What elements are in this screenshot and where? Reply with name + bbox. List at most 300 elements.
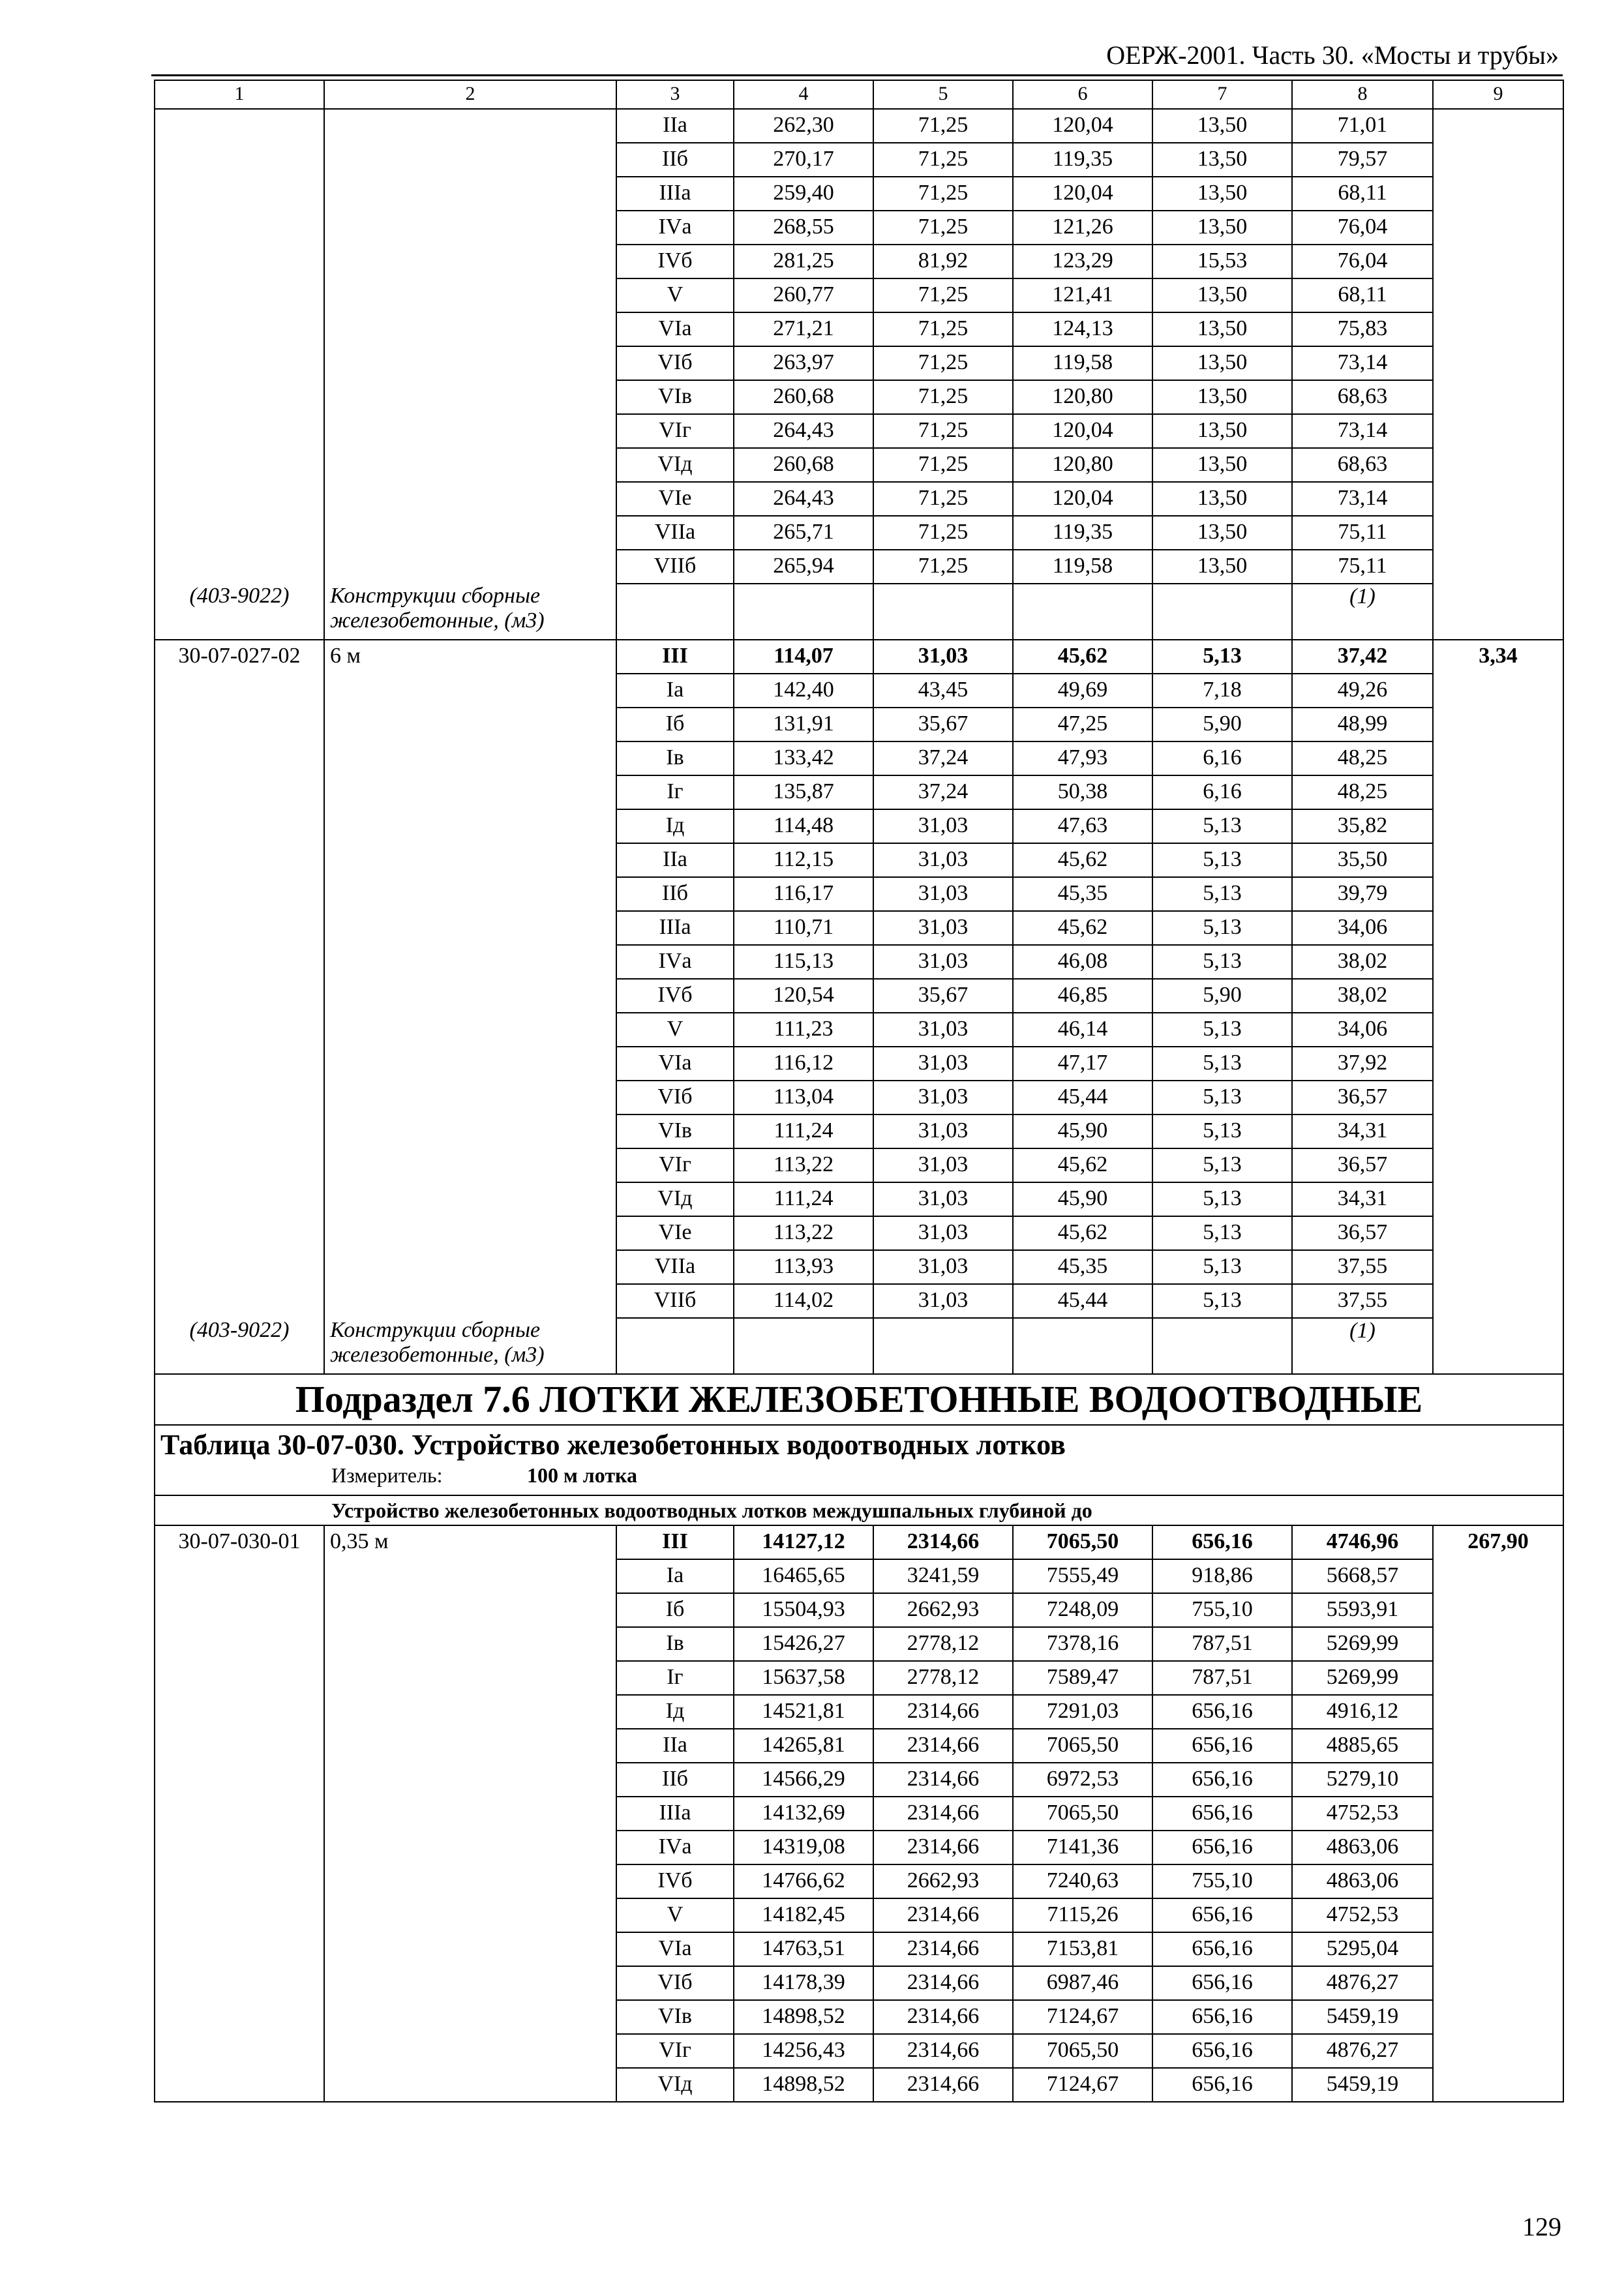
- total-cost-cell: 14182,45: [734, 1898, 873, 1932]
- materials-cell: 75,11: [1292, 550, 1433, 584]
- wages-cell: 2314,66: [873, 1525, 1013, 1559]
- machinists-wages-cell: 755,10: [1152, 1864, 1292, 1898]
- materials-cell: 75,11: [1292, 516, 1433, 550]
- total-cost-cell: 111,24: [734, 1182, 873, 1216]
- total-cost-cell: 264,43: [734, 482, 873, 516]
- wages-cell: 2314,66: [873, 2034, 1013, 2068]
- materials-cell: 34,06: [1292, 1013, 1433, 1047]
- machines-cell: 7240,63: [1013, 1864, 1152, 1898]
- subsection-title: Подраздел 7.6 ЛОТКИ ЖЕЛЕЗОБЕТОННЫЕ ВОДООТВОДНЫЕ: [155, 1374, 1563, 1425]
- resource-quantity: (1): [1292, 584, 1433, 640]
- materials-cell: 68,11: [1292, 177, 1433, 211]
- total-cost-cell: 260,77: [734, 278, 873, 312]
- zone-cell: IIа: [616, 843, 734, 877]
- machines-cell: 45,90: [1013, 1182, 1152, 1216]
- wages-cell: 2314,66: [873, 1831, 1013, 1864]
- zone-cell: III: [616, 640, 734, 674]
- table-title-block: [155, 1425, 1563, 1495]
- wages-cell: 2314,66: [873, 1763, 1013, 1797]
- zone-rate-row: [155, 945, 1563, 979]
- wages-cell: 71,25: [873, 177, 1013, 211]
- machines-cell: 7291,03: [1013, 1695, 1152, 1729]
- wages-cell: 31,03: [873, 877, 1013, 911]
- wages-cell: 2662,93: [873, 1864, 1013, 1898]
- total-cost-cell: 14319,08: [734, 1831, 873, 1864]
- total-cost-cell: 14898,52: [734, 2000, 873, 2034]
- zone-cell: IIа: [616, 109, 734, 143]
- zone-cell: VIд: [616, 2068, 734, 2102]
- machines-cell: 119,58: [1013, 346, 1152, 380]
- materials-cell: 71,01: [1292, 109, 1433, 143]
- zone-cell: Iг: [616, 1661, 734, 1695]
- machinists-wages-cell: 5,13: [1152, 945, 1292, 979]
- machinists-wages-cell: 656,16: [1152, 1525, 1292, 1559]
- wages-cell: 71,25: [873, 448, 1013, 482]
- wages-cell: 71,25: [873, 380, 1013, 414]
- wages-cell: 71,25: [873, 312, 1013, 346]
- machines-cell: 45,62: [1013, 1148, 1152, 1182]
- zone-cell: VIв: [616, 1115, 734, 1148]
- wages-cell: 2314,66: [873, 1966, 1013, 2000]
- zone-rate-row: [155, 1729, 1563, 1763]
- total-cost-cell: 114,02: [734, 1284, 873, 1318]
- zone-cell: IIб: [616, 877, 734, 911]
- total-cost-cell: 135,87: [734, 775, 873, 809]
- zone-rate-row: [155, 312, 1563, 346]
- wages-cell: 71,25: [873, 516, 1013, 550]
- measure-value: 100 м лотка: [527, 1463, 637, 1487]
- total-cost-cell: 116,12: [734, 1047, 873, 1081]
- total-cost-cell: 14766,62: [734, 1864, 873, 1898]
- total-cost-cell: 15637,58: [734, 1661, 873, 1695]
- machinists-wages-cell: 15,53: [1152, 245, 1292, 278]
- zone-rate-row: [155, 1831, 1563, 1864]
- machines-cell: 7124,67: [1013, 2000, 1152, 2034]
- table-title-row: [155, 1425, 1563, 1495]
- materials-cell: 36,57: [1292, 1216, 1433, 1250]
- zone-rate-row: [155, 843, 1563, 877]
- machines-cell: 120,04: [1013, 482, 1152, 516]
- zone-rate-row: [155, 1182, 1563, 1216]
- resource-quantity: (1): [1292, 1318, 1433, 1374]
- machines-cell: 119,58: [1013, 550, 1152, 584]
- machines-cell: 124,13: [1013, 312, 1152, 346]
- total-cost-cell: 281,25: [734, 245, 873, 278]
- total-cost-cell: 14256,43: [734, 2034, 873, 2068]
- zone-rate-row: [155, 708, 1563, 741]
- zone-cell: VIг: [616, 1148, 734, 1182]
- machinists-wages-cell: 5,13: [1152, 1284, 1292, 1318]
- zone-rate-row: [155, 775, 1563, 809]
- zone-cell: Iв: [616, 1627, 734, 1661]
- wages-cell: 71,25: [873, 211, 1013, 245]
- zone-rate-row: [155, 1593, 1563, 1627]
- wages-cell: 31,03: [873, 809, 1013, 843]
- materials-cell: 68,63: [1292, 380, 1433, 414]
- wages-cell: 31,03: [873, 1182, 1013, 1216]
- column-number: 1: [155, 80, 324, 109]
- wages-cell: 71,25: [873, 482, 1013, 516]
- zone-cell: IIб: [616, 143, 734, 177]
- materials-cell: 5668,57: [1292, 1559, 1433, 1593]
- machinists-wages-cell: 755,10: [1152, 1593, 1292, 1627]
- machinists-wages-cell: 6,16: [1152, 741, 1292, 775]
- machinists-wages-cell: 7,18: [1152, 674, 1292, 708]
- total-cost-cell: 14521,81: [734, 1695, 873, 1729]
- total-cost-cell: 142,40: [734, 674, 873, 708]
- machines-cell: 45,62: [1013, 911, 1152, 945]
- zone-cell: III: [616, 1525, 734, 1559]
- zone-rate-row: [155, 1864, 1563, 1898]
- total-cost-cell: 265,94: [734, 550, 873, 584]
- materials-cell: 68,11: [1292, 278, 1433, 312]
- wages-cell: 2314,66: [873, 1898, 1013, 1932]
- materials-cell: 34,31: [1292, 1182, 1433, 1216]
- zone-cell: V: [616, 278, 734, 312]
- machines-cell: 45,62: [1013, 843, 1152, 877]
- materials-cell: 4876,27: [1292, 1966, 1433, 2000]
- machinists-wages-cell: 5,13: [1152, 911, 1292, 945]
- total-cost-cell: 14265,81: [734, 1729, 873, 1763]
- materials-cell: 68,63: [1292, 448, 1433, 482]
- zone-rate-row: [155, 1216, 1563, 1250]
- machines-cell: 45,44: [1013, 1081, 1152, 1115]
- materials-cell: 76,04: [1292, 245, 1433, 278]
- page-number: 129: [1522, 2212, 1561, 2241]
- column-number: 6: [1013, 80, 1152, 109]
- column-number: 4: [734, 80, 873, 109]
- labor-cell: 267,90: [1433, 1525, 1563, 1559]
- wages-cell: 31,03: [873, 640, 1013, 674]
- zone-rate-row: [155, 516, 1563, 550]
- total-cost-cell: 112,15: [734, 843, 873, 877]
- machinists-wages-cell: 13,50: [1152, 177, 1292, 211]
- machinists-wages-cell: 5,13: [1152, 1216, 1292, 1250]
- machines-cell: 45,62: [1013, 1216, 1152, 1250]
- machinists-wages-cell: 13,50: [1152, 380, 1292, 414]
- machinists-wages-cell: 6,16: [1152, 775, 1292, 809]
- zone-cell: VIб: [616, 1966, 734, 2000]
- machinists-wages-cell: 13,50: [1152, 516, 1292, 550]
- materials-cell: 5459,19: [1292, 2000, 1433, 2034]
- zone-cell: VIа: [616, 312, 734, 346]
- zone-cell: IIIа: [616, 177, 734, 211]
- total-cost-cell: 115,13: [734, 945, 873, 979]
- total-cost-cell: 16465,65: [734, 1559, 873, 1593]
- machines-cell: 7065,50: [1013, 1525, 1152, 1559]
- total-cost-cell: 113,04: [734, 1081, 873, 1115]
- wages-cell: 31,03: [873, 1148, 1013, 1182]
- wages-cell: 31,03: [873, 1047, 1013, 1081]
- zone-cell: Iб: [616, 708, 734, 741]
- zone-rate-row: [155, 1661, 1563, 1695]
- zone-cell: VIг: [616, 2034, 734, 2068]
- zone-cell: Iа: [616, 674, 734, 708]
- materials-cell: 48,25: [1292, 775, 1433, 809]
- zone-rate-row: [155, 979, 1563, 1013]
- wages-cell: 2314,66: [873, 1695, 1013, 1729]
- machinists-wages-cell: 787,51: [1152, 1627, 1292, 1661]
- machines-cell: 7141,36: [1013, 1831, 1152, 1864]
- labor-cell: 3,34: [1433, 640, 1563, 674]
- zone-rate-row: [155, 1898, 1563, 1932]
- rate-code: 30-07-030-01: [155, 1525, 324, 1559]
- wages-cell: 37,24: [873, 775, 1013, 809]
- zone-cell: VIб: [616, 1081, 734, 1115]
- main-rate-row: [155, 1525, 1563, 1559]
- zone-rate-row: [155, 1081, 1563, 1115]
- total-cost-cell: 113,93: [734, 1250, 873, 1284]
- wages-cell: 71,25: [873, 346, 1013, 380]
- total-cost-cell: 264,43: [734, 414, 873, 448]
- rates-table: [154, 80, 1564, 2102]
- zone-cell: IVб: [616, 979, 734, 1013]
- resource-code: (403-9022): [155, 1318, 324, 1374]
- machinists-wages-cell: 13,50: [1152, 278, 1292, 312]
- machines-cell: 7248,09: [1013, 1593, 1152, 1627]
- wages-cell: 71,25: [873, 414, 1013, 448]
- total-cost-cell: 14178,39: [734, 1966, 873, 2000]
- column-number: 7: [1152, 80, 1292, 109]
- materials-cell: 79,57: [1292, 143, 1433, 177]
- machinists-wages-cell: 5,13: [1152, 1013, 1292, 1047]
- machines-cell: 7589,47: [1013, 1661, 1152, 1695]
- total-cost-cell: 14566,29: [734, 1763, 873, 1797]
- total-cost-cell: 120,54: [734, 979, 873, 1013]
- total-cost-cell: 113,22: [734, 1216, 873, 1250]
- zone-rate-row: [155, 1250, 1563, 1284]
- machines-cell: 45,44: [1013, 1284, 1152, 1318]
- total-cost-cell: 116,17: [734, 877, 873, 911]
- zone-rate-row: [155, 741, 1563, 775]
- wages-cell: 71,25: [873, 278, 1013, 312]
- total-cost-cell: 15426,27: [734, 1627, 873, 1661]
- wages-cell: 71,25: [873, 109, 1013, 143]
- machines-cell: 121,41: [1013, 278, 1152, 312]
- materials-cell: 34,06: [1292, 911, 1433, 945]
- materials-cell: 38,02: [1292, 979, 1433, 1013]
- materials-cell: 4916,12: [1292, 1695, 1433, 1729]
- zone-cell: IIIа: [616, 911, 734, 945]
- materials-cell: 37,55: [1292, 1284, 1433, 1318]
- zone-cell: IVб: [616, 245, 734, 278]
- machines-cell: 123,29: [1013, 245, 1152, 278]
- machines-cell: 7065,50: [1013, 2034, 1152, 2068]
- machines-cell: 120,80: [1013, 448, 1152, 482]
- materials-cell: 73,14: [1292, 414, 1433, 448]
- operation-row: [155, 1495, 1563, 1525]
- total-cost-cell: 268,55: [734, 211, 873, 245]
- zone-rate-row: [155, 1932, 1563, 1966]
- wages-cell: 71,25: [873, 550, 1013, 584]
- machinists-wages-cell: 656,16: [1152, 1695, 1292, 1729]
- zone-rate-row: [155, 414, 1563, 448]
- rate-name: 6 м: [324, 640, 616, 674]
- materials-cell: 73,14: [1292, 346, 1433, 380]
- machines-cell: 7555,49: [1013, 1559, 1152, 1593]
- wages-cell: 2778,12: [873, 1627, 1013, 1661]
- machines-cell: 121,26: [1013, 211, 1152, 245]
- materials-cell: 4746,96: [1292, 1525, 1433, 1559]
- total-cost-cell: 113,22: [734, 1148, 873, 1182]
- machines-cell: 7065,50: [1013, 1729, 1152, 1763]
- total-cost-cell: 114,07: [734, 640, 873, 674]
- wages-cell: 31,03: [873, 1013, 1013, 1047]
- wages-cell: 3241,59: [873, 1559, 1013, 1593]
- wages-cell: 2778,12: [873, 1661, 1013, 1695]
- zone-rate-row: [155, 1047, 1563, 1081]
- materials-cell: 37,55: [1292, 1250, 1433, 1284]
- wages-cell: 37,24: [873, 741, 1013, 775]
- zone-cell: Iг: [616, 775, 734, 809]
- machines-cell: 120,04: [1013, 177, 1152, 211]
- total-cost-cell: 15504,93: [734, 1593, 873, 1627]
- zone-cell: VIа: [616, 1932, 734, 1966]
- machines-cell: 49,69: [1013, 674, 1152, 708]
- header-rule: [151, 74, 1563, 76]
- column-number: 2: [324, 80, 616, 109]
- materials-cell: 73,14: [1292, 482, 1433, 516]
- wages-cell: 35,67: [873, 708, 1013, 741]
- machinists-wages-cell: 656,16: [1152, 2000, 1292, 2034]
- zone-cell: IVа: [616, 945, 734, 979]
- page-header-title: ОЕРЖ-2001. Часть 30. «Мосты и трубы»: [1106, 40, 1559, 70]
- total-cost-cell: 111,23: [734, 1013, 873, 1047]
- materials-cell: 4863,06: [1292, 1864, 1433, 1898]
- machines-cell: 120,04: [1013, 109, 1152, 143]
- total-cost-cell: 14127,12: [734, 1525, 873, 1559]
- machines-cell: 7124,67: [1013, 2068, 1152, 2102]
- machinists-wages-cell: 5,13: [1152, 809, 1292, 843]
- zone-rate-row: [155, 2068, 1563, 2102]
- materials-cell: 37,42: [1292, 640, 1433, 674]
- wages-cell: 2314,66: [873, 1729, 1013, 1763]
- zone-rate-row: [155, 211, 1563, 245]
- wages-cell: 31,03: [873, 1216, 1013, 1250]
- materials-cell: 34,31: [1292, 1115, 1433, 1148]
- wages-cell: 71,25: [873, 143, 1013, 177]
- table-title: Таблица 30-07-030. Устройство железобетонных водоотводных лотков: [160, 1429, 1066, 1461]
- total-cost-cell: 260,68: [734, 380, 873, 414]
- total-cost-cell: 14763,51: [734, 1932, 873, 1966]
- machinists-wages-cell: 5,13: [1152, 1081, 1292, 1115]
- zone-rate-row: [155, 674, 1563, 708]
- zone-rate-row: [155, 877, 1563, 911]
- zone-rate-row: [155, 143, 1563, 177]
- machinists-wages-cell: 787,51: [1152, 1661, 1292, 1695]
- wages-cell: 31,03: [873, 843, 1013, 877]
- machines-cell: 45,35: [1013, 1250, 1152, 1284]
- machines-cell: 45,62: [1013, 640, 1152, 674]
- materials-cell: 5593,91: [1292, 1593, 1433, 1627]
- machines-cell: 46,08: [1013, 945, 1152, 979]
- machines-cell: 119,35: [1013, 516, 1152, 550]
- zone-rate-row: [155, 1284, 1563, 1318]
- zone-cell: V: [616, 1898, 734, 1932]
- machines-cell: 7065,50: [1013, 1797, 1152, 1831]
- total-cost-cell: 111,24: [734, 1115, 873, 1148]
- machines-cell: 47,17: [1013, 1047, 1152, 1081]
- machines-cell: 46,85: [1013, 979, 1152, 1013]
- zone-cell: VIд: [616, 448, 734, 482]
- materials-cell: 4876,27: [1292, 2034, 1433, 2068]
- machinists-wages-cell: 5,13: [1152, 640, 1292, 674]
- resource-name: Конструкции сборные железобетонные, (м3): [324, 1318, 616, 1374]
- rate-name: 0,35 м: [324, 1525, 616, 1559]
- wages-cell: 31,03: [873, 1284, 1013, 1318]
- resource-name: Конструкции сборные железобетонные, (м3): [324, 584, 616, 640]
- subsection-row: [155, 1374, 1563, 1425]
- materials-cell: 75,83: [1292, 312, 1433, 346]
- machinists-wages-cell: 13,50: [1152, 448, 1292, 482]
- total-cost-cell: 259,40: [734, 177, 873, 211]
- materials-cell: 4752,53: [1292, 1797, 1433, 1831]
- zone-rate-row: [155, 1797, 1563, 1831]
- materials-cell: 76,04: [1292, 211, 1433, 245]
- zone-cell: VIIа: [616, 516, 734, 550]
- zone-cell: VIб: [616, 346, 734, 380]
- machines-cell: 120,04: [1013, 414, 1152, 448]
- machines-cell: 6972,53: [1013, 1763, 1152, 1797]
- total-cost-cell: 14898,52: [734, 2068, 873, 2102]
- zone-rate-row: [155, 1966, 1563, 2000]
- machinists-wages-cell: 656,16: [1152, 1763, 1292, 1797]
- resource-code: (403-9022): [155, 584, 324, 640]
- zone-rate-row: [155, 911, 1563, 945]
- column-number: 9: [1433, 80, 1563, 109]
- zone-rate-row: [155, 448, 1563, 482]
- total-cost-cell: 131,91: [734, 708, 873, 741]
- machinists-wages-cell: 5,13: [1152, 1182, 1292, 1216]
- total-cost-cell: 133,42: [734, 741, 873, 775]
- machinists-wages-cell: 656,16: [1152, 2068, 1292, 2102]
- column-number: 3: [616, 80, 734, 109]
- zone-rate-row: [155, 2034, 1563, 2068]
- resource-row: [155, 1318, 1563, 1374]
- machinists-wages-cell: 13,50: [1152, 482, 1292, 516]
- zone-cell: V: [616, 1013, 734, 1047]
- machinists-wages-cell: 5,13: [1152, 1047, 1292, 1081]
- wages-cell: 31,03: [873, 1115, 1013, 1148]
- materials-cell: 4863,06: [1292, 1831, 1433, 1864]
- machinists-wages-cell: 13,50: [1152, 211, 1292, 245]
- wages-cell: 81,92: [873, 245, 1013, 278]
- zone-rate-row: [155, 380, 1563, 414]
- machinists-wages-cell: 656,16: [1152, 2034, 1292, 2068]
- column-number-row: [155, 80, 1563, 109]
- zone-rate-row: [155, 177, 1563, 211]
- wages-cell: 43,45: [873, 674, 1013, 708]
- zone-rate-row: [155, 278, 1563, 312]
- machinists-wages-cell: 13,50: [1152, 550, 1292, 584]
- zone-cell: IVа: [616, 211, 734, 245]
- table-body: [155, 80, 1563, 2102]
- zone-rate-row: [155, 1559, 1563, 1593]
- wages-cell: 2662,93: [873, 1593, 1013, 1627]
- zone-cell: VIд: [616, 1182, 734, 1216]
- zone-cell: IIIа: [616, 1797, 734, 1831]
- machines-cell: 50,38: [1013, 775, 1152, 809]
- machinists-wages-cell: 656,16: [1152, 1898, 1292, 1932]
- zone-rate-row: [155, 1627, 1563, 1661]
- machinists-wages-cell: 5,13: [1152, 1115, 1292, 1148]
- machines-cell: 45,90: [1013, 1115, 1152, 1148]
- machines-cell: 46,14: [1013, 1013, 1152, 1047]
- materials-cell: 36,57: [1292, 1081, 1433, 1115]
- materials-cell: 36,57: [1292, 1148, 1433, 1182]
- zone-cell: Iд: [616, 1695, 734, 1729]
- wages-cell: 2314,66: [873, 1932, 1013, 1966]
